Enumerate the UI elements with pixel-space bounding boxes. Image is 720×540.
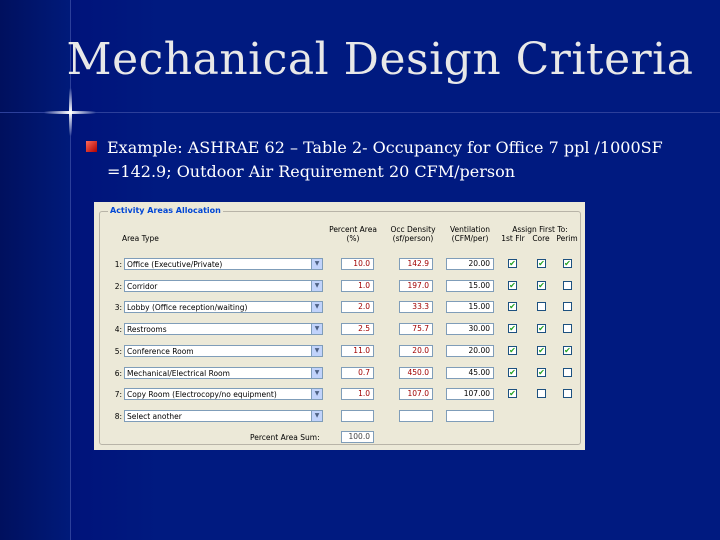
occ-density-input[interactable]: 33.3 <box>399 301 433 313</box>
dropdown-arrow-icon[interactable]: ▼ <box>311 389 322 399</box>
row-number: 5: <box>114 347 122 356</box>
bullet-icon <box>86 141 97 152</box>
percent-area-input[interactable]: 0.7 <box>341 367 374 379</box>
percent-area-input[interactable]: 1.0 <box>341 388 374 400</box>
row-number: 1: <box>114 260 122 269</box>
slide-body-text: Example: ASHRAE 62 – Table 2- Occupancy for Office 7 ppl /1000SF =142.9; Outdoor Air Requirement 20 CFM/person <box>107 138 663 181</box>
checkbox-flr[interactable]: ✔ <box>509 259 516 268</box>
area-type-value: Copy Room (Electrocopy/no equipment) <box>127 390 277 399</box>
activity-areas-group <box>99 206 581 445</box>
header-percent-area: Percent Area (%) <box>329 225 377 243</box>
checkbox-flr[interactable]: ✔ <box>509 368 516 377</box>
occ-density-input[interactable]: 197.0 <box>399 280 433 292</box>
ventilation-input[interactable]: 30.00 <box>446 323 494 335</box>
checkbox-core[interactable] <box>537 302 546 311</box>
checkbox-perim[interactable] <box>563 324 572 333</box>
header-assign-first-to: Assign First To: <box>512 225 568 234</box>
row-number: 2: <box>114 282 122 291</box>
checkbox-core[interactable]: ✔ <box>538 259 545 268</box>
percent-area-input[interactable]: 11.0 <box>341 345 374 357</box>
percent-area-input[interactable]: 2.5 <box>341 323 374 335</box>
checkbox-core[interactable]: ✔ <box>538 368 545 377</box>
area-type-select[interactable] <box>124 410 323 422</box>
dropdown-arrow-icon[interactable]: ▼ <box>311 281 322 291</box>
ventilation-input[interactable]: 107.00 <box>446 388 494 400</box>
percent-area-input[interactable]: 1.0 <box>341 280 374 292</box>
checkbox-flr[interactable]: ✔ <box>509 302 516 311</box>
occ-density-input[interactable] <box>399 410 433 422</box>
row-number: 3: <box>114 303 122 312</box>
header-area-type: Area Type <box>122 234 159 243</box>
percent-area-input[interactable]: 10.0 <box>341 258 374 270</box>
header-perimeter: Perim <box>556 234 578 243</box>
ventilation-input[interactable]: 45.00 <box>446 367 494 379</box>
area-type-select[interactable] <box>124 388 323 400</box>
percent-area-sum-field: 100.0 <box>341 431 374 443</box>
checkbox-perim[interactable] <box>563 281 572 290</box>
checkbox-perim[interactable]: ✔ <box>564 346 571 355</box>
area-type-value: Mechanical/Electrical Room <box>127 369 230 378</box>
occ-density-input[interactable]: 142.9 <box>399 258 433 270</box>
slide-title: Mechanical Design Criteria <box>66 34 694 85</box>
occ-density-input[interactable]: 450.0 <box>399 367 433 379</box>
area-type-value: Conference Room <box>127 347 194 356</box>
row-number: 7: <box>114 390 122 399</box>
dropdown-arrow-icon[interactable]: ▼ <box>311 346 322 356</box>
header-ventilation: Ventilation (CFM/per) <box>450 225 490 243</box>
area-type-value: Restrooms <box>127 325 167 334</box>
checkbox-perim[interactable]: ✔ <box>564 259 571 268</box>
percent-area-input[interactable]: 2.0 <box>341 301 374 313</box>
area-type-value: Corridor <box>127 282 158 291</box>
area-type-select[interactable] <box>124 258 323 270</box>
checkbox-perim[interactable] <box>563 389 572 398</box>
checkbox-perim[interactable] <box>563 302 572 311</box>
checkbox-flr[interactable]: ✔ <box>509 389 516 398</box>
area-type-select[interactable] <box>124 301 323 313</box>
percent-area-input[interactable] <box>341 410 374 422</box>
occ-density-input[interactable]: 107.0 <box>399 388 433 400</box>
ventilation-input[interactable]: 15.00 <box>446 280 494 292</box>
row-number: 4: <box>114 325 122 334</box>
area-type-value: Select another <box>127 412 182 421</box>
group-title: Activity Areas Allocation <box>110 206 221 215</box>
area-type-select[interactable] <box>124 323 323 335</box>
ventilation-input[interactable] <box>446 410 494 422</box>
percent-area-sum-label: Percent Area Sum: <box>250 433 320 442</box>
ventilation-input[interactable]: 20.00 <box>446 258 494 270</box>
dropdown-arrow-icon[interactable]: ▼ <box>311 411 322 421</box>
checkbox-core[interactable]: ✔ <box>538 346 545 355</box>
row-number: 6: <box>114 369 122 378</box>
row-number: 8: <box>114 412 122 421</box>
area-type-select[interactable] <box>124 345 323 357</box>
decorative-horizontal-line <box>0 112 720 113</box>
activity-areas-panel <box>94 202 585 450</box>
dropdown-arrow-icon[interactable]: ▼ <box>311 324 322 334</box>
checkbox-flr[interactable]: ✔ <box>509 281 516 290</box>
checkbox-core[interactable]: ✔ <box>538 281 545 290</box>
ventilation-input[interactable]: 15.00 <box>446 301 494 313</box>
area-type-value: Office (Executive/Private) <box>127 260 223 269</box>
dropdown-arrow-icon[interactable]: ▼ <box>311 368 322 378</box>
area-type-select[interactable] <box>124 280 323 292</box>
header-core: Core <box>532 234 550 243</box>
sparkle-decoration-horizontal <box>44 111 96 114</box>
header-first-floor: 1st Flr <box>501 234 525 243</box>
occ-density-input[interactable]: 20.0 <box>399 345 433 357</box>
dropdown-arrow-icon[interactable]: ▼ <box>311 302 322 312</box>
checkbox-perim[interactable] <box>563 368 572 377</box>
area-type-value: Lobby (Office reception/waiting) <box>127 303 248 312</box>
occ-density-input[interactable]: 75.7 <box>399 323 433 335</box>
dropdown-arrow-icon[interactable]: ▼ <box>311 259 322 269</box>
checkbox-flr[interactable]: ✔ <box>509 346 516 355</box>
area-type-select[interactable] <box>124 367 323 379</box>
header-occ-density: Occ Density (sf/person) <box>390 225 436 243</box>
ventilation-input[interactable]: 20.00 <box>446 345 494 357</box>
checkbox-core[interactable] <box>537 389 546 398</box>
checkbox-core[interactable]: ✔ <box>538 324 545 333</box>
checkbox-flr[interactable]: ✔ <box>509 324 516 333</box>
